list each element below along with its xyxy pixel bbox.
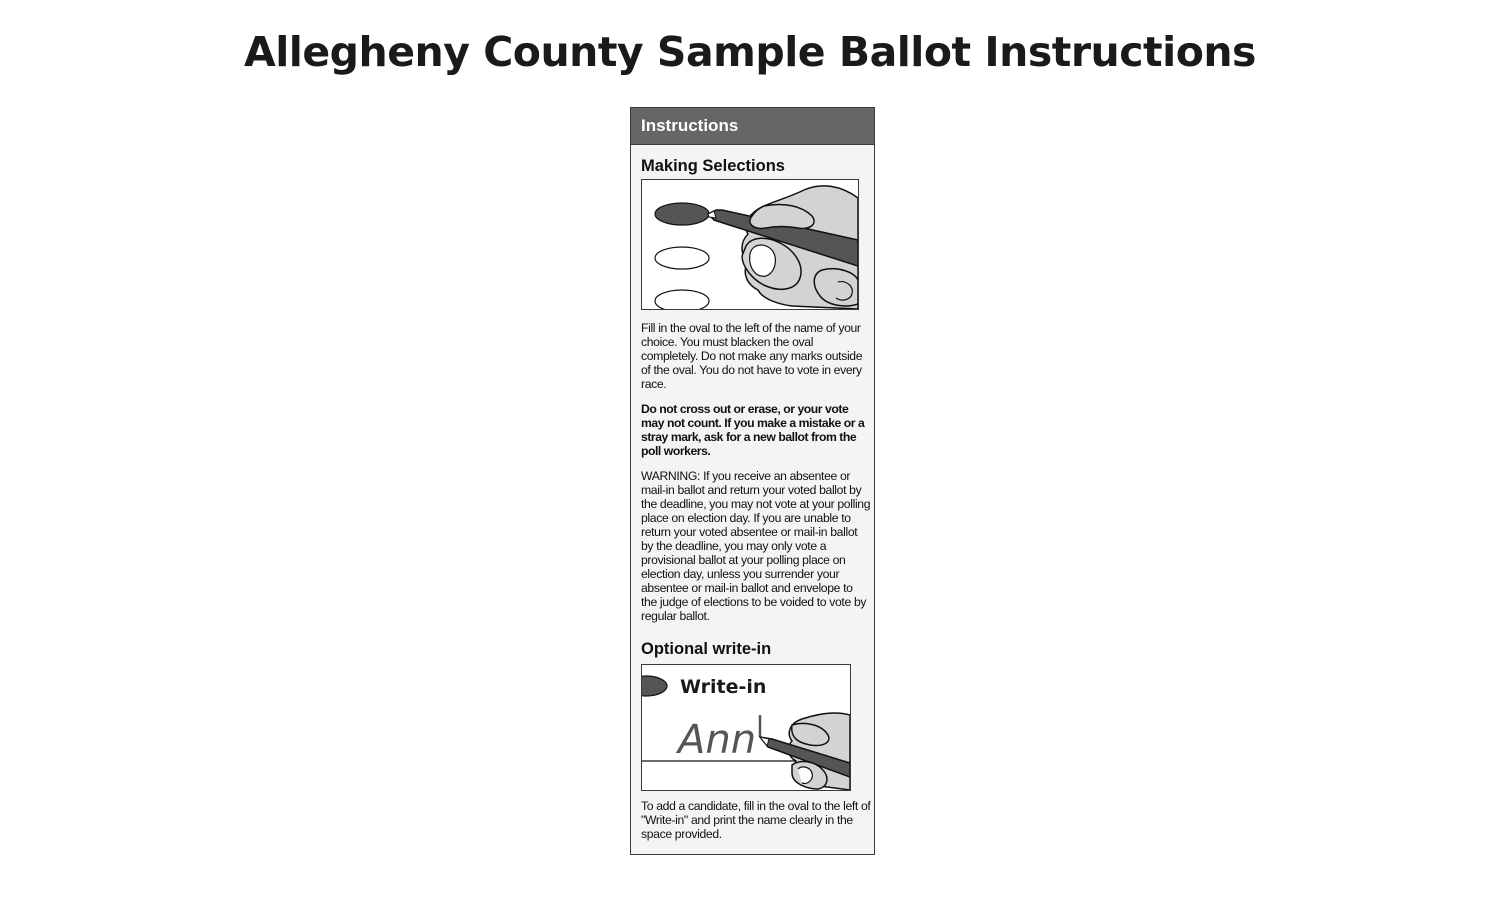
- selection-instructions-text: Fill in the oval to the left of the name of your choice. You must blacken the oval completely. Do not make any marks outside of the oval. You do not have to vote in every race.: [641, 321, 863, 391]
- write-in-illustration: [641, 664, 851, 791]
- write-in-sample-name: Ann: [678, 717, 757, 763]
- absentee-warning-text: WARNING: If you receive an absentee or mail-in ballot and return your voted ballot by the deadline, you may not vote at your polling place on election day. If you are unable to return your voted absentee or mail-in ballot by the deadline, you may only vote a provisional ballot at your polling place on election day, unless you surrender your absentee or mail-in ballot and envelope to the judge of elections to be voided to vote by regular ballot.: [641, 469, 871, 623]
- write-in-heading: Optional write-in: [641, 640, 772, 658]
- making-selections-heading: Making Selections: [641, 157, 785, 175]
- page-title: Allegheny County Sample Ballot Instructions: [244, 28, 1256, 76]
- write-in-label: Write-in: [680, 676, 767, 698]
- hand-filling-oval-icon: [642, 180, 858, 309]
- no-erase-warning-text: Do not cross out or erase, or your vote may not count. If you make a mistake or a stray mark, ask for a new ballot from the poll workers.: [641, 402, 865, 458]
- panel-header: Instructions: [631, 108, 874, 145]
- making-selections-illustration: [641, 179, 859, 310]
- instructions-panel: [630, 107, 875, 855]
- write-in-instructions-text: To add a candidate, fill in the oval to the left of "Write-in" and print the name clearly in the space provided.: [641, 799, 871, 841]
- hand-writing-name-icon: [642, 665, 850, 790]
